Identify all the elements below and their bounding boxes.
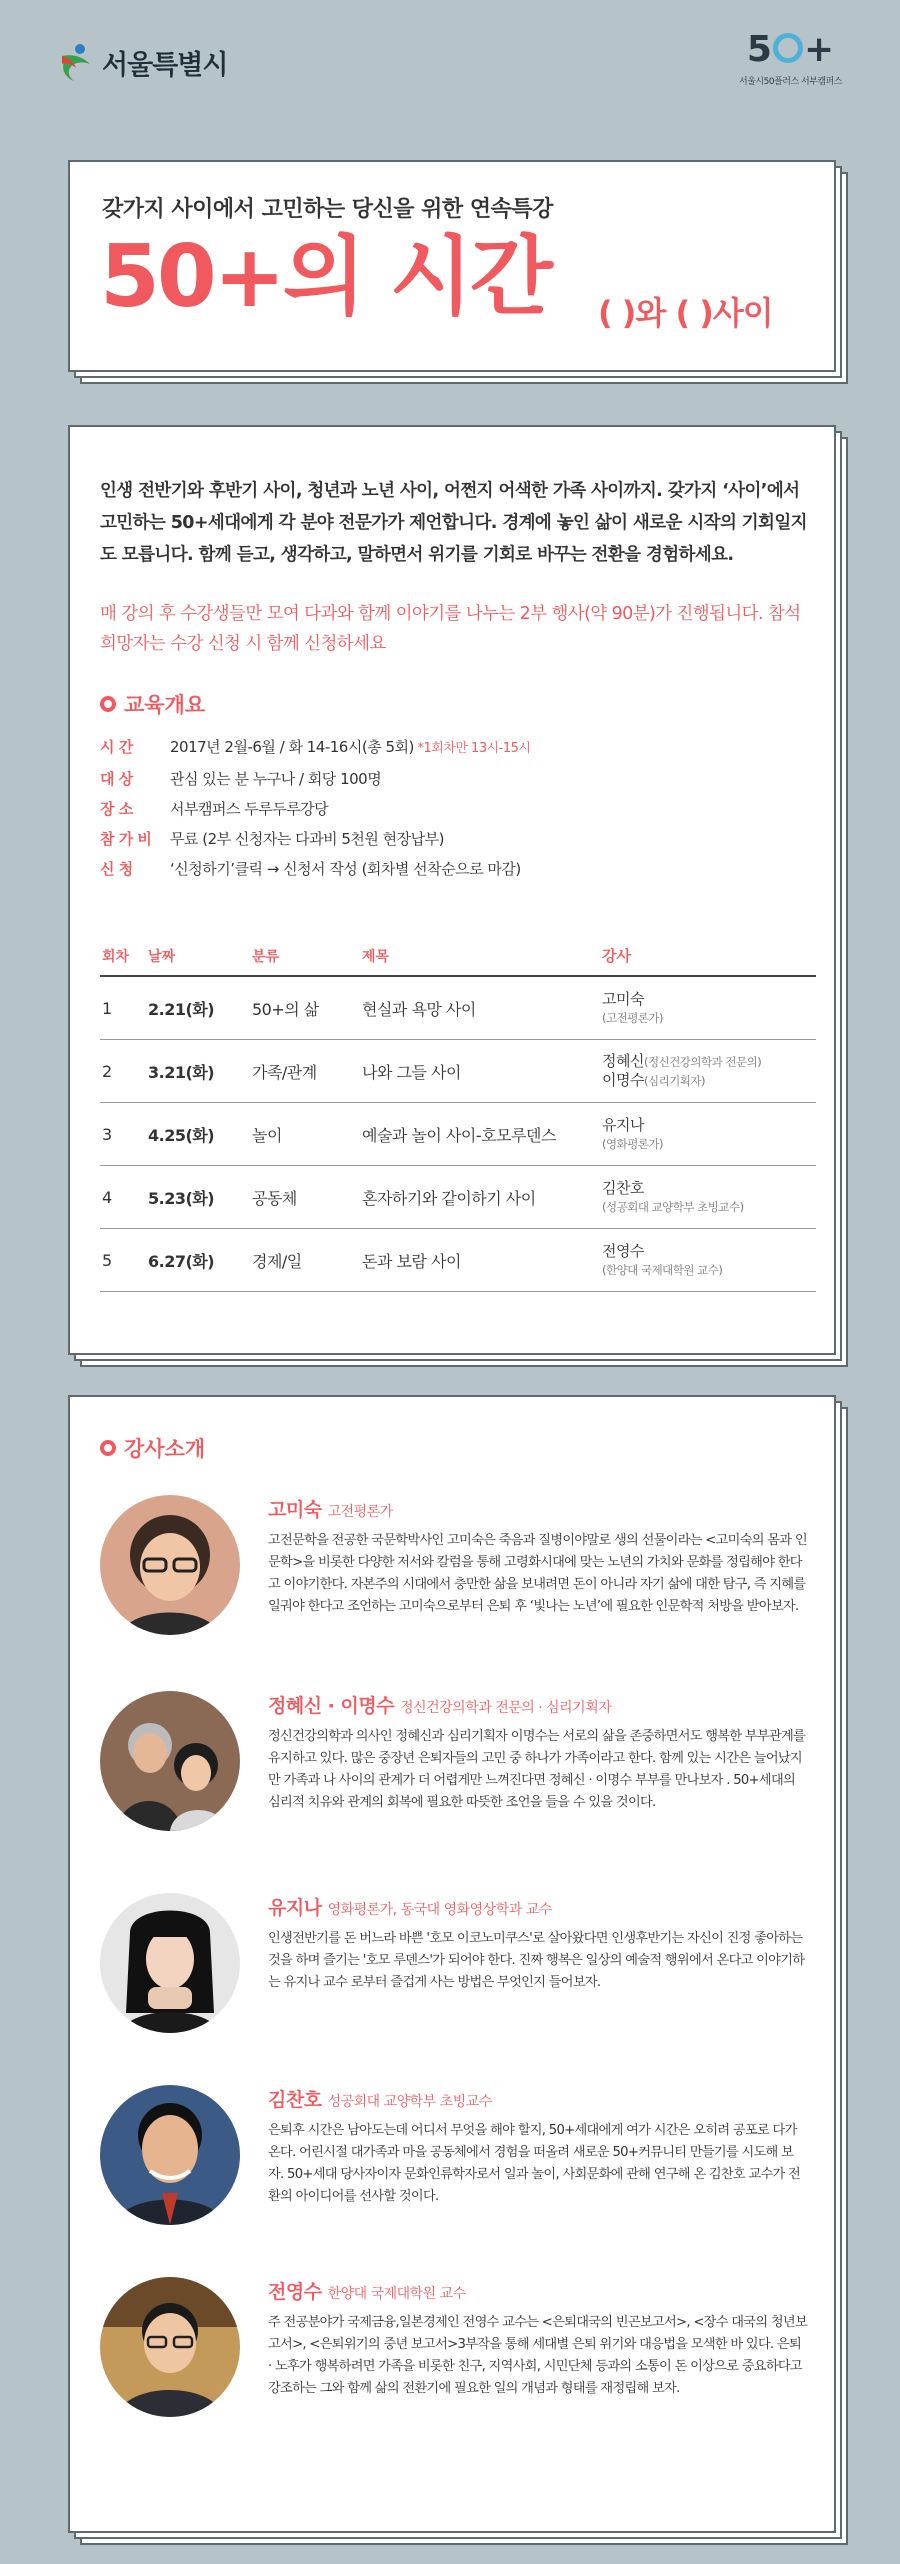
lecturer-profile bbox=[100, 1691, 810, 1851]
cell-date: 2.21(화) bbox=[148, 999, 215, 1019]
lecturer-name: 유지나 bbox=[602, 1115, 644, 1134]
lecturer-role: (한양대 국제대학원 교수) bbox=[602, 1262, 723, 1277]
lecturer-name-line bbox=[268, 1691, 808, 1718]
cell-category: 경제/일 bbox=[252, 1251, 302, 1271]
page-title: 50+의 시간 bbox=[100, 227, 550, 327]
cell-date: 6.27(화) bbox=[148, 1251, 215, 1271]
fifty-plus-digit: 5 bbox=[746, 29, 772, 70]
lecturer-description: 은퇴후 시간은 남아도는데 어디서 무엇을 해야 할지, 50+세대에게 여가 시간은 오히려 공포로 다가온다. 어린시절 대가족과 마을 공동체에서 경험을 떠올려 새로운 50+커뮤니티 만들기를 시도해 보자. 50+세대 당사자이자 문화인류학자로서 일과 놀이, 사회문화에 관해 연구해 온 김찬호 교수가 전환의 아이디어를 선사할 것이다. bbox=[268, 2123, 801, 2204]
cell-category: 50+의 삶 bbox=[252, 999, 319, 1019]
lecturer-photo-avatar bbox=[100, 2085, 240, 2225]
education-value: ‘신청하기’클릭 → 신청서 작성 (회차별 선착순으로 마감) bbox=[170, 860, 521, 878]
lecturer-photo-avatar bbox=[100, 2277, 240, 2417]
education-value: 무료 (2부 신청자는 다과비 5천원 현장납부) bbox=[170, 830, 444, 848]
lecturers-title-text: 강사소개 bbox=[124, 1437, 206, 1461]
education-key: 신 청 bbox=[100, 860, 133, 878]
column-header-lecturer: 강사 bbox=[602, 947, 631, 965]
lecturer-description: 정신건강의학과 의사인 정혜신과 심리기획자 이명수는 서로의 삶을 존중하면서도 행복한 부부관계를 유지하고 있다. 많은 중장년 은퇴자들의 고민 중 하나가 가족이라고 한다. 함께 있는 시간은 늘어났지만 가족과 나 사이의 관계가 더 어렵게만 느껴진다면 정혜신 · 이명수 부부를 만나보자 . 50+세대의 심리적 치유와 관계의 회복에 필요한 따뜻한 조언을 들을 수 있을 것이다. bbox=[268, 1729, 806, 1810]
cell-date: 4.25(화) bbox=[148, 1125, 215, 1145]
lecturers-card bbox=[68, 1395, 836, 2533]
lecturer-name-line bbox=[268, 2277, 808, 2304]
lecturer-profile bbox=[100, 2277, 810, 2437]
table-row bbox=[100, 1166, 816, 1229]
cell-lecturer bbox=[602, 1242, 816, 1279]
lecturer-role: (영화평론가) bbox=[602, 1136, 664, 1151]
cell-category: 가족/관계 bbox=[252, 1062, 317, 1082]
lecturer-text bbox=[268, 1893, 808, 1994]
cell-category: 공동체 bbox=[252, 1188, 297, 1208]
lecturer-name-line bbox=[268, 1495, 808, 1522]
lecturer-name: 전영수 bbox=[602, 1241, 644, 1260]
title-subtitle: 갖가지 사이에서 고민하는 당신을 위한 연속특강 bbox=[102, 197, 553, 222]
table-row bbox=[100, 1229, 816, 1292]
lecturer-description: 고전문학을 전공한 국문학박사인 고미숙은 죽음과 질병이야말로 생의 선물이라는 <고미숙의 몸과 인문학>을 비롯한 다양한 저서와 칼럼을 통해 고령화시대에 맞는 노년의 가치와 문화를 정립해야 한다고 이야기한다. 자본주의 시대에서 충만한 삶을 보내려면 돈이 아니라 자기 삶에 대한 탐구, 즉 지혜를 일궈야 한다고 조언하는 고미숙으로부터 은퇴 후 ‘빛나는 노년’에 필요한 인문학적 처방을 받아보자. bbox=[268, 1533, 807, 1614]
lecturer-role: 성공회대 교양학부 초빙교수 bbox=[327, 2094, 492, 2110]
lecturer-text bbox=[268, 2085, 808, 2208]
cell-title: 나와 그들 사이 bbox=[362, 1062, 461, 1082]
education-row-target bbox=[100, 764, 820, 794]
cell-date: 3.21(화) bbox=[148, 1062, 215, 1082]
fifty-plus-sign: + bbox=[803, 29, 835, 70]
education-row-fee bbox=[100, 824, 820, 854]
cell-no: 5 bbox=[102, 1250, 112, 1270]
lecturer-name: 고미숙 bbox=[268, 1499, 322, 1521]
cell-no: 1 bbox=[102, 998, 112, 1018]
lecturer-description: 주 전공분야가 국제금융,일본경제인 전영수 교수는 <은퇴대국의 빈곤보고서>, <장수 대국의 청년보고서>, <은퇴위기의 중년 보고서>3부작을 통해 세대별 은퇴 위기와 대응법을 모색한 바 있다. 은퇴 · 노후가 행복하려면 가족을 비롯한 친구, 지역사회, 시민단체 등과의 소통이 돈 이상으로 중요하다고 강조하는 그와 함께 삶의 전환기에 필요한 일의 개념과 형태를 재정립해 보자. bbox=[268, 2315, 807, 2396]
cell-lecturer bbox=[602, 1179, 816, 1216]
page-header bbox=[0, 0, 900, 150]
education-value bbox=[170, 732, 530, 764]
table-row bbox=[100, 1103, 816, 1166]
education-key: 시 간 bbox=[100, 738, 133, 756]
education-key: 장 소 bbox=[100, 800, 133, 818]
table-row bbox=[100, 1040, 816, 1103]
fifty-plus-caption: 서울시50플러스 서부캠퍼스 bbox=[739, 77, 842, 87]
lecturer-text bbox=[268, 1495, 808, 1618]
lecturer-name-line bbox=[268, 2085, 808, 2112]
ring-bullet-icon bbox=[100, 1440, 116, 1456]
seoul-logo[interactable] bbox=[58, 42, 227, 82]
title-tail: ( )와 ( )사이 bbox=[598, 294, 773, 332]
column-header-date: 날짜 bbox=[148, 949, 176, 965]
lecturer-name: 고미숙 bbox=[602, 989, 644, 1008]
education-value-text: 2017년 2월-6월 / 화 14-16시(총 5회) bbox=[170, 738, 414, 756]
table-row bbox=[100, 977, 816, 1040]
lecturer-profile bbox=[100, 1893, 810, 2053]
title-card bbox=[68, 160, 836, 372]
fifty-plus-ring-icon bbox=[773, 33, 803, 63]
lecturer-description: 인생전반기를 돈 버느라 바쁜 '호모 이코노미쿠스'로 살아왔다면 인생후반기는 자신이 진정 좋아하는 것을 하며 즐기는 '호모 루덴스'가 되어야 한다. 진짜 행복은 일상의 예술적 행위에서 온다고 이야기하는 유지나 교수 로부터 즐겁게 사는 방법은 무엇인지 들어보자. bbox=[268, 1931, 805, 1990]
lecturer-name: 김찬호 bbox=[602, 1178, 644, 1197]
lecturer-photo-avatar bbox=[100, 1691, 240, 1831]
cell-title: 혼자하기와 같이하기 사이 bbox=[362, 1188, 536, 1208]
education-row-place bbox=[100, 794, 820, 824]
column-header-no: 회차 bbox=[102, 949, 130, 965]
lecturer-role: 정신건강의학과 전문의 · 심리기획자 bbox=[400, 1700, 612, 1716]
lecturer-role: (정신건강의학과 전문의) bbox=[643, 1055, 762, 1069]
education-key: 대 상 bbox=[100, 770, 133, 788]
lecturer-text bbox=[268, 1691, 808, 1814]
education-extra: *1회차만 13시-15시 bbox=[413, 741, 531, 756]
education-value: 관심 있는 분 누구나 / 회당 100명 bbox=[170, 770, 382, 788]
schedule-header-row bbox=[100, 937, 816, 977]
cell-no: 4 bbox=[102, 1187, 112, 1207]
cell-no: 3 bbox=[102, 1124, 112, 1144]
cell-lecturer bbox=[602, 1052, 816, 1090]
education-title-text: 교육개요 bbox=[124, 693, 206, 717]
education-row-time bbox=[100, 732, 820, 764]
lecturer-role: 고전평론가 bbox=[327, 1504, 393, 1520]
schedule-table bbox=[100, 937, 816, 1292]
lecturer-photo-avatar bbox=[100, 1893, 240, 2033]
education-key: 참 가 비 bbox=[100, 830, 152, 848]
seoul-logo-icon bbox=[58, 42, 94, 82]
education-section-title bbox=[100, 689, 205, 719]
cell-lecturer bbox=[602, 990, 816, 1027]
lecturer-role: (고전평론가) bbox=[602, 1010, 664, 1025]
lecturer-name: 이명수 bbox=[602, 1071, 644, 1089]
fifty-plus-logo[interactable] bbox=[739, 29, 842, 87]
lecturer-name: 정혜신 bbox=[602, 1052, 644, 1070]
lecturer-role: 영화평론가, 동국대 영화영상학과 교수 bbox=[327, 1902, 552, 1918]
lecturer-name: 유지나 bbox=[268, 1897, 322, 1919]
education-list bbox=[100, 732, 820, 884]
intro-paragraph: 인생 전반기와 후반기 사이, 청년과 노년 사이, 어쩐지 어색한 가족 사이까지. 갖가지 ‘사이’에서 고민하는 50+세대에게 각 분야 전문가가 제언합니다. 경계에 놓인 삶이 새로운 시작의 기회일지도 모릅니다. 함께 듣고, 생각하고, 말하면서 위기를 기회로 바꾸는 전환을 경험하세요. bbox=[100, 481, 807, 565]
fifty-plus-mark bbox=[739, 29, 842, 70]
education-row-apply bbox=[100, 854, 820, 884]
column-header-category: 분류 bbox=[252, 949, 280, 965]
ring-bullet-icon bbox=[100, 696, 116, 712]
lecturer-role: (성공회대 교양학부 초빙교수) bbox=[602, 1199, 744, 1214]
lecturer-profile bbox=[100, 1495, 810, 1655]
lecturer-role: (심리기획자) bbox=[643, 1074, 706, 1088]
cell-title: 현실과 욕망 사이 bbox=[362, 999, 476, 1019]
lecturer-name-line bbox=[268, 1893, 808, 1920]
column-header-title: 제목 bbox=[362, 949, 390, 965]
seoul-logo-text: 서울특별시 bbox=[102, 49, 228, 81]
cell-title: 돈과 보람 사이 bbox=[362, 1251, 461, 1271]
lecturer-name: 전영수 bbox=[268, 2281, 322, 2303]
lecturer-role: 한양대 국제대학원 교수 bbox=[327, 2286, 466, 2302]
cell-date: 5.23(화) bbox=[148, 1188, 215, 1208]
cell-lecturer bbox=[602, 1116, 816, 1153]
lecturer-text bbox=[268, 2277, 808, 2400]
lecturer-photo-avatar bbox=[100, 1495, 240, 1635]
cell-category: 놀이 bbox=[252, 1125, 282, 1145]
lecturers-section-title bbox=[100, 1433, 205, 1463]
lecturer-name: 김찬호 bbox=[268, 2089, 322, 2111]
education-value: 서부캠퍼스 두루두루강당 bbox=[170, 800, 329, 818]
info-card bbox=[68, 425, 836, 1355]
lecturer-profile bbox=[100, 2085, 810, 2245]
cell-title: 예술과 놀이 사이-호모루덴스 bbox=[362, 1125, 556, 1145]
cell-no: 2 bbox=[102, 1061, 112, 1081]
intro-note: 매 강의 후 수강생들만 모여 다과와 함께 이야기를 나누는 2부 행사(약 90분)가 진행됩니다. 참석 희망자는 수강 신청 시 함께 신청하세요 bbox=[100, 604, 801, 654]
lecturer-name: 정혜신 · 이명수 bbox=[268, 1695, 395, 1717]
